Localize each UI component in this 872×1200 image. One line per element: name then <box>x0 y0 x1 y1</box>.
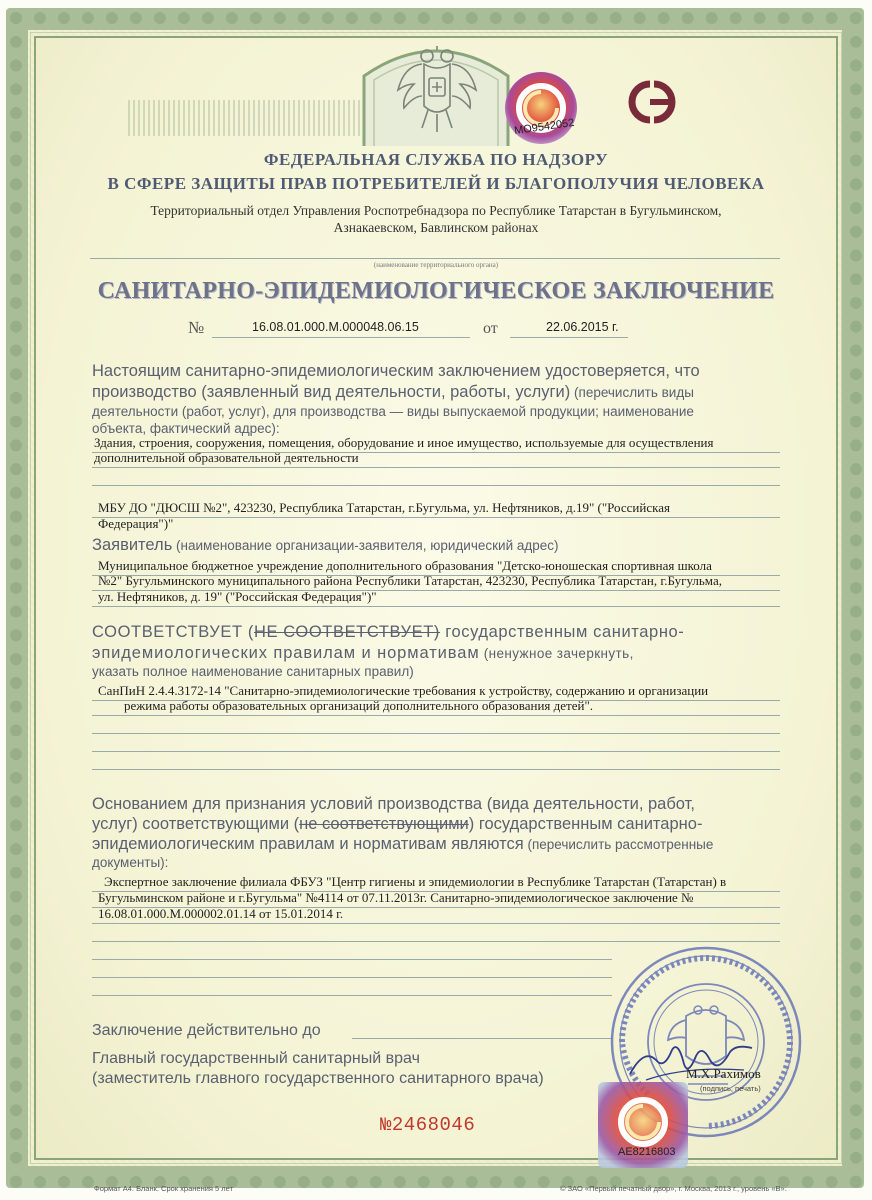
hologram-sticker-icon <box>497 70 589 154</box>
activity-fill-1: Здания, строения, сооружения, помещения, оборудование и иное имущество, используемые для осуществления <box>94 435 714 450</box>
section1-line3: деятельности (работ, услуг), для производства — виды выпускаемой продукции; наименование <box>92 404 694 419</box>
compliance-rest: государственным санитарно- <box>440 623 685 641</box>
object-underline-1 <box>92 517 780 518</box>
footer-right: © ЗАО «Первый печатный двор», г. Москва, 2013 г., уровень «В». <box>560 1184 787 1193</box>
se-logo-icon <box>614 74 694 130</box>
signatory-name: М.Х.Рахимов <box>686 1066 761 1081</box>
basis-line3-main: эпидемиологическим правилам и нормативам являются <box>92 835 524 853</box>
compliance-line2-hint: (ненужное зачеркнуть, <box>479 646 634 661</box>
section1-line1: Настоящим санитарно-эпидемиологическим заключением удостоверяется, что <box>92 362 700 380</box>
object-fill-2: Федерация")" <box>98 516 174 531</box>
sanpin-underline-3 <box>92 733 780 734</box>
basis-line1: Основанием для признания условий производства (вида деятельности, работ, <box>92 795 695 813</box>
basis-underline-5 <box>92 959 612 960</box>
signature-caption: (подпись, печать) <box>700 1084 761 1093</box>
basis-underline-6 <box>92 977 612 978</box>
basis-fill-2: Бугульминском районе и г.Бугульма" №4114 от 07.11.2013г. Санитарно-эпидемиологическое заключение № <box>98 890 694 905</box>
office-line-1: Территориальный отдел Управления Роспотребнадзора по Республике Татарстан в Бугульминском, <box>150 203 722 218</box>
serial-number: №2468046 <box>380 1114 476 1136</box>
basis-line3-hint: (перечислить рассмотренные <box>523 837 714 852</box>
validity-underline <box>352 1038 612 1039</box>
basis-underline-7 <box>92 995 612 996</box>
sanpin-underline-5 <box>92 769 780 770</box>
sanpin-fill-2: режима работы образовательных организаций дополнительного образования детей". <box>124 698 593 713</box>
compliance-struck: НЕ СООТВЕТСТВУЕТ) <box>253 623 441 641</box>
applicant-fill-3: ул. Нефтяников, д. 19" ("Российская Федерация")" <box>98 589 377 604</box>
compliance-line2-main: эпидемиологических правилам и нормативам <box>92 644 480 662</box>
basis-line3 <box>92 835 713 854</box>
applicant-underline-3 <box>92 606 780 607</box>
section1-line2-main: производство (заявленный вид деятельности, работы, услуги) <box>92 383 571 401</box>
signature-line2: (заместитель главного государственного санитарного врача) <box>92 1070 544 1087</box>
basis-underline-4 <box>92 941 780 942</box>
activity-fill-2: дополнительной образовательной деятельности <box>94 450 359 465</box>
coat-of-arms-icon <box>394 44 480 136</box>
hatch-band-left <box>128 100 368 136</box>
agency-line-1: ФЕДЕРАЛЬНАЯ СЛУЖБА ПО НАДЗОРУ <box>263 150 609 169</box>
applicant-fill-1: Муниципальное бюджетное учреждение дополнительного образования "Детско-юношеская спортивная школа <box>98 558 712 573</box>
applicant-label-line <box>92 536 559 555</box>
applicant-label: Заявитель <box>92 536 173 554</box>
activity-underline-2 <box>92 467 780 468</box>
compliance-line1 <box>92 623 684 642</box>
footer-left: Формат А4. Бланк. Срок хранения 5 лет <box>94 1184 234 1193</box>
sanpin-underline-4 <box>92 751 780 752</box>
compliance-word: СООТВЕТСТВУЕТ <box>92 623 243 641</box>
office-line-2: Азнакаевском, Бавлинском районах <box>333 220 539 235</box>
sanpin-underline-2 <box>92 715 780 716</box>
basis-line2-start: услуг) соответствующими ( <box>92 815 300 833</box>
compliance-open-paren: ( <box>242 623 254 641</box>
agency-line-2: В СФЕРЕ ЗАЩИТЫ ПРАВ ПОТРЕБИТЕЛЕЙ И БЛАГОПОЛУЧИЯ ЧЕЛОВЕКА <box>107 174 765 193</box>
document-title: САНИТАРНО-ЭПИДЕМИОЛОГИЧЕСКОЕ ЗАКЛЮЧЕНИЕ <box>97 278 775 304</box>
section1-line2-hint: (перечислить виды <box>570 385 694 400</box>
number-underline <box>212 337 470 338</box>
basis-underline-3 <box>92 923 780 924</box>
basis-fill-3: 16.08.01.000.М.000002.01.14 от 15.01.2014 г. <box>98 906 344 921</box>
applicant-fill-2: №2" Бугульминского муниципального района Республики Татарстан, 423230, Республика Татарстан, г.Бугульма, <box>98 573 722 588</box>
basis-line2-end: ) государственным санитарно- <box>468 815 703 833</box>
compliance-line2 <box>92 644 634 663</box>
applicant-hint: (наименование организации-заявителя, юридический адрес) <box>172 538 559 553</box>
hologram-code: MO9542052 <box>513 116 576 138</box>
compliance-line3: указать полное наименование санитарных правил) <box>92 664 414 679</box>
certificate-date: 22.06.2015 г. <box>546 320 619 334</box>
basis-line2 <box>92 815 702 834</box>
signature-line1: Главный государственный санитарный врач <box>92 1050 420 1067</box>
date-underline <box>510 337 628 338</box>
activity-underline-3 <box>92 485 780 486</box>
office-underline <box>90 258 780 259</box>
office-caption: (наименование территориального органа) <box>373 261 499 269</box>
object-fill-1: МБУ ДО "ДЮСШ №2", 423230, Республика Татарстан, г.Бугульма, ул. Нефтяников, д.19" ("Российская <box>98 500 670 515</box>
hologram-bottom-code: AE8216803 <box>618 1146 676 1158</box>
basis-fill-1: Экспертное заключение филиала ФБУЗ "Центр гигиены и эпидемиологии в Республике Татарстан (Татарстан) в <box>104 874 727 889</box>
section1-line4: объекта, фактический адрес): <box>92 421 280 436</box>
validity-label: Заключение действительно до <box>92 1022 321 1039</box>
number-symbol: № <box>188 318 205 337</box>
basis-line2-struck: не соответствующими <box>299 815 469 833</box>
certificate-number: 16.08.01.000.М.000048.06.15 <box>252 320 419 334</box>
sanpin-fill-1: СанПиН 2.4.4.3172-14 "Санитарно-эпидемиологические требования к устройству, содержанию и организации <box>98 683 709 698</box>
date-from-label: от <box>483 320 498 337</box>
section1-line2 <box>92 383 694 402</box>
basis-line4: документы): <box>92 855 169 870</box>
